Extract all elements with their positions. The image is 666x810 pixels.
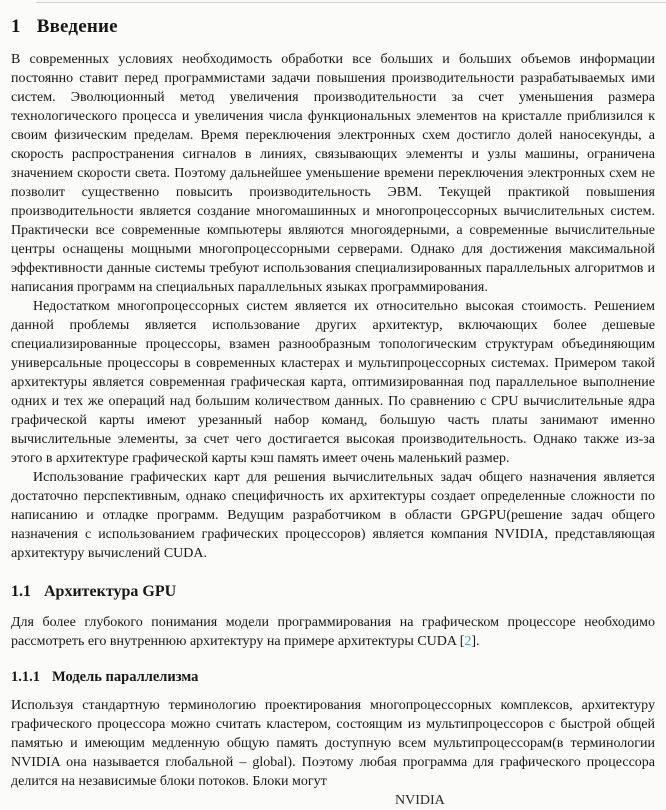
section-heading-1 <box>11 16 655 38</box>
subsubsection-number: 1.1.1 <box>11 669 40 685</box>
subsection-title: Архитектура GPU <box>44 583 177 600</box>
clipped-line-text: NVIDIA <box>395 793 445 808</box>
page-top-edge <box>36 2 666 3</box>
subsection-heading-1-1 <box>11 583 655 601</box>
section-number: 1 <box>11 16 21 37</box>
subsubsection-title: Модель параллелизма <box>52 669 199 685</box>
paragraph-intro-3: Использование графических карт для решения вычислительных задач общего назначения является достаточно перспективным, однако специфичность их архитектуры создает определенные сложности по написанию и отладке программ. Ведущим разработчиком в области GPGPU(решение задач общего назначения с использованием графических процессоров) является компания NVIDIA, представляющая архитектуру вычислений CUDA. <box>11 470 655 561</box>
paragraph-intro-2: Недостатком многопроцессорных систем является их относительно высокая стоимость. Решением данной проблемы является использование других архитектур, включающих более дешевые специализированные процессоры, взамен разнообразным топологическим структурам объединяющим универсальные процессоры в современных кластерах и мультипроцессорных системах. Примером такой архитектуры является современная графическая карта, оптимизированная под параллельное выполнение одних и тех же операций над большим количеством данных. По сравнению с CPU вычислительные ядра графической карты имеют урезанный набор команд, большую часть платы занимают именно вычислительные элементы, за счет чего достигается высокая производительность. Однако также из-за этого в архитектуре графической карты кэш память имеет очень маленький размер. <box>11 299 655 466</box>
paragraph-gpu-arch <box>11 613 655 651</box>
paragraph-parallelism: Используя стандартную терминологию проектирования многопроцессорных комплексов, архитектуру графического процессора можно считать кластером, состоящим из мультипроцессоров с быстрой общей памятью и имеющим медленную общую память доступную всем мультипроцессорам(в терминологии NVIDIA она называется глобальной – global). Поэтому любая программа для графического процессора делится на независимые блоки потоков. Блоки могут <box>11 698 655 789</box>
section-title: Введение <box>36 16 118 37</box>
paragraph-intro-1: В современных условиях необходимость обработки все больших и больших объемов информации постоянно ставит перед программистами задачи повышения производительности разрабатываемых ими систем. Эволюционный метод увеличения производительности за счет уменьшения размера технологического процесса и увеличения числа функциональных элементов на кристалле приблизился к своим физическим пределам. Время переключения электронных схем достигло долей наносекунды, а скорость распространения сигналов в линиях, связывающих элементы и узлы машины, ограничена значением скорости света. Поэтому дальнейшее уменьшение времени переключения электронных схем не позволит существенно повысить производительность ЭВМ. Текущей практикой повышения производительности является создание многомашинных и многопроцессорных вычислительных систем. Практически все современные компьютеры являются многоядерными, а современные вычислительные центры оснащены мощными многопроцессорными серверами. Однако для достижения максимальной эффективности данные системы требуют использования специализированных параллельных алгоритмов и написания программ на специальных параллельных языках программирования. <box>11 52 655 295</box>
subsubsection-heading-1-1-1 <box>11 669 655 686</box>
clipped-bottom-line <box>11 791 655 808</box>
paragraph-text-before-citation: Для более глубокого понимания модели программирования на графическом процессоре необходимо рассмотреть его внутреннюю архитектуру на примере архитектуры CUDA [ <box>11 615 655 649</box>
paragraph-text-after-citation: ]. <box>471 634 480 649</box>
citation-link[interactable]: 2 <box>464 634 472 649</box>
subsection-number: 1.1 <box>11 583 31 600</box>
